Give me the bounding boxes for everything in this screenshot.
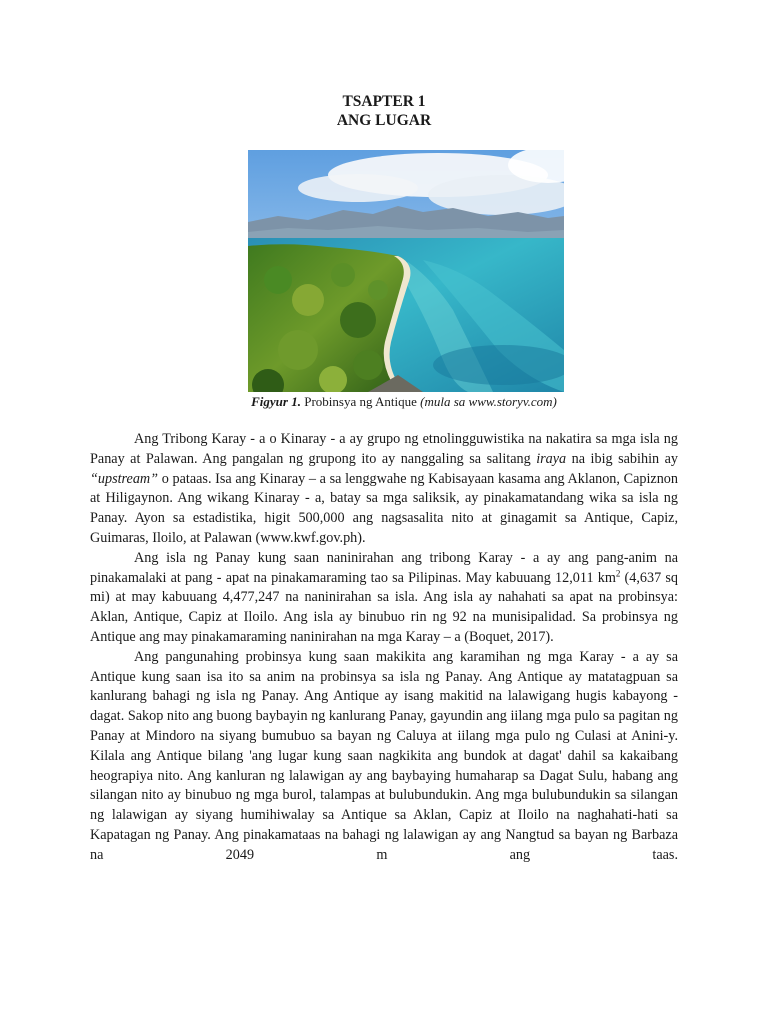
paragraph-1	[90, 430, 678, 549]
chapter-title: ANG LUGAR	[336, 112, 432, 129]
chapter-number: TSAPTER 1	[342, 93, 426, 110]
paragraph-2-text-b: (4,637 sq mi) at may kabuuang 4,477,247 na naninirahan sa isla. Ang isla ay nahahati sa apat na probinsya: Aklan, Antique, Capiz at Iloilo. Ang isla ay binubuo rin ng 92 na munisipalidad. Sa probinsya ng Antique ang may pinakamaraming naninirahan na mga Karay – a (Boquet, 2017).	[90, 569, 679, 645]
paragraph-1-text-a: Ang Tribong Karay - a o Kinaray - a ay grupo ng etnolingguwistika na nakatira sa mga isla ng Panay at Palawan. Ang pangalan ng grupong ito ay nanggaling sa salitang	[90, 431, 678, 467]
body-text	[90, 430, 678, 866]
figure-source: (mula sa www.storyv.com)	[420, 394, 557, 409]
chapter-heading	[0, 92, 768, 130]
figure-caption	[0, 394, 768, 410]
paragraph-3: Ang pangunahing probinsya kung saan makikita ang karamihan ng mga Karay - a ay sa Antique kung saan isa ito sa anim na probinsya sa isla ng Panay. Ang Antique ay matatagpuan sa kanlurang bahagi ng isla ng Panay. Ang Antique ay isang makitid na lalawigang hugis kabayong - dagat. Sakop nito ang buong baybayin ng kanlurang Panay, gayundin ang iilang mga pulo sa pagitan ng Panay at Mindoro na siyang bumubuo sa bayan ng Caluya at iilang mga pulo ng Culasi at Anini-y. Kilala ang Antique bilang 'ang lugar kung saan nagkikita ang bundok at dagat' dahil sa kakaibang heograpiya nito. Ang kanluran ng lalawigan ay ang baybaying humaharap sa Dagat Sulu, habang ang silangan nito ay binubuo ng mga burol, talampas at bulubundukin. Ang mga bulubundukin sa silangan ng lalawigan ay siyang humihiwalay sa Antique sa Aklan, Capiz at Iloilo na naghahati-hati sa Kapatagan ng Panay. Ang pinakamataas na bahagi ng lalawigan ay ang Nangtud sa bayan ng Barbaza na 2049 m ang taas.	[90, 648, 678, 863]
term-iraya: iraya	[536, 450, 567, 467]
paragraph-1-text-b: na ibig sabihin ay	[566, 450, 678, 467]
paragraph-2	[90, 549, 678, 648]
figure-label: Figyur 1.	[251, 394, 301, 409]
term-upstream: “upstream”	[90, 470, 159, 487]
superscript-2: 2	[615, 567, 621, 578]
paragraph-1-text-c: o pataas. Isa ang Kinaray – a sa lenggwahe ng Kabisayaan kasama ang Aklanon, Capiznon at Hiligaynon. Ang wikang Kinaray - a, batay sa mga saliksik, ay pinakamatandang wika sa isla ng Panay. Ayon sa estadistika, higit 500,000 ang nagsasalita nito at ginagamit sa Antique, Capiz, Guimaras, Iloilo, at Palawan (www.kwf.gov.ph).	[90, 470, 678, 546]
paragraph-2-text-a: Ang isla ng Panay kung saan naninirahan ang tribong Karay - a ay ang pang-anim na pinakamalaki at pang - apat na pinakamaraming tao sa Pilipinas. May kabuuang 12,011 km	[90, 549, 678, 586]
figure-caption-text: Probinsya ng Antique	[304, 394, 417, 409]
antique-coast-photo	[248, 150, 564, 392]
